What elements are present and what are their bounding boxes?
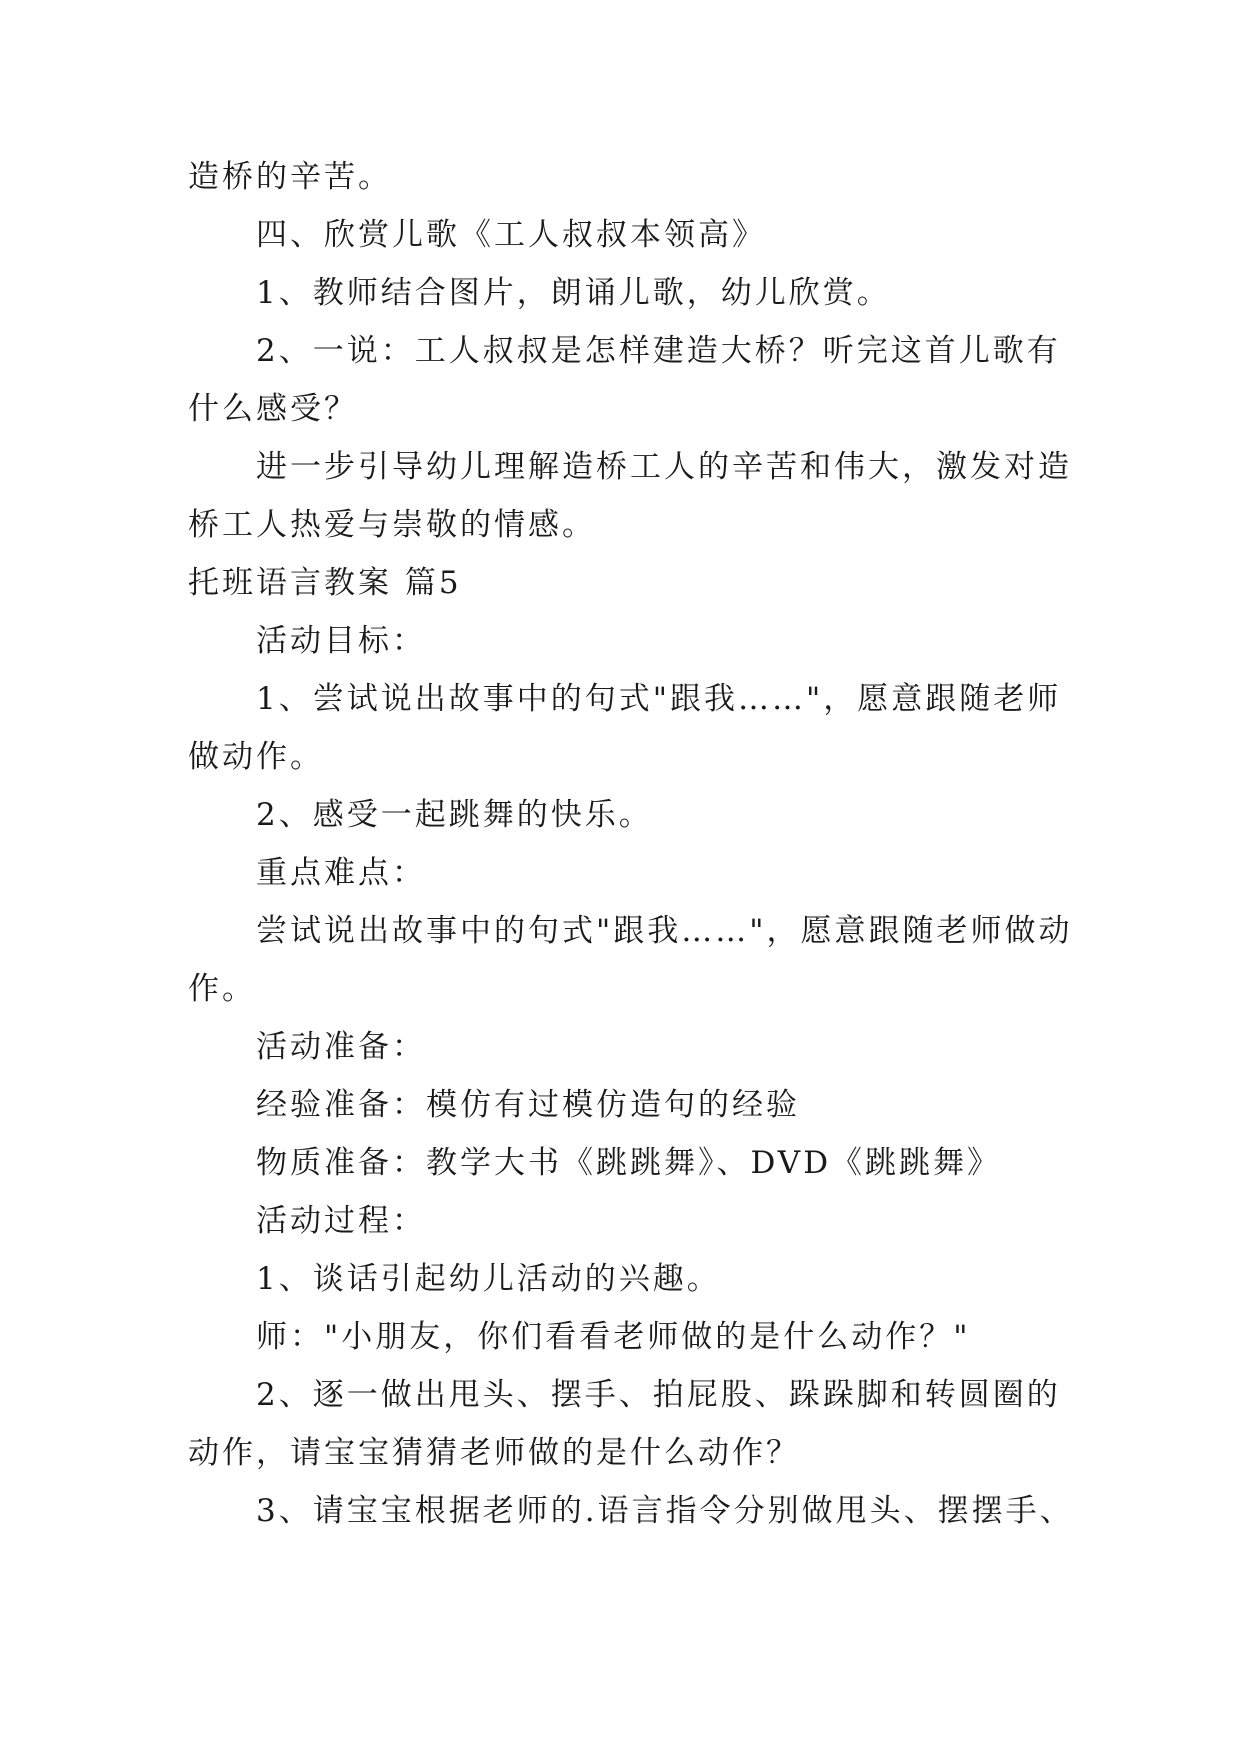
text-line: 1、谈话引起幼儿活动的兴趣。 — [256, 1261, 721, 1297]
text-line: 做动作。 — [188, 739, 324, 775]
text-line: 2、逐一做出甩头、摆手、拍屁股、跺跺脚和转圆圈的 — [256, 1377, 1061, 1413]
section-heading: 四、欣赏儿歌《工人叔叔本领高》 — [256, 217, 766, 253]
text-line: 经验准备：模仿有过模仿造句的经验 — [256, 1087, 800, 1123]
text-line: 1、尝试说出故事中的句式"跟我……"，愿意跟随老师 — [256, 681, 1062, 717]
text-line: 2、感受一起跳舞的快乐。 — [256, 797, 653, 833]
text-line: 桥工人热爱与崇敬的情感。 — [188, 507, 596, 543]
text-line: 作。 — [188, 971, 256, 1007]
subheading: 活动准备： — [256, 1029, 426, 1065]
subheading: 重点难点： — [256, 855, 426, 891]
text-line: 进一步引导幼儿理解造桥工人的辛苦和伟大，激发对造 — [256, 449, 1072, 485]
text-line: 物质准备：教学大书《跳跳舞》、DVD《跳跳舞》 — [256, 1145, 1002, 1181]
text-line: 什么感受？ — [188, 391, 358, 427]
text-line: 1、教师结合图片，朗诵儿歌，幼儿欣赏。 — [256, 275, 891, 311]
text-line: 师："小朋友，你们看看老师做的是什么动作？" — [256, 1319, 971, 1355]
text-line: 造桥的辛苦。 — [188, 159, 392, 195]
section-title: 托班语言教案 篇5 — [188, 565, 462, 601]
subheading: 活动过程： — [256, 1203, 426, 1239]
subheading: 活动目标： — [256, 623, 426, 659]
text-line: 3、请宝宝根据老师的.语言指令分别做甩头、摆摆手、 — [256, 1493, 1074, 1529]
text-line: 2、一说：工人叔叔是怎样建造大桥？听完这首儿歌有 — [256, 333, 1061, 369]
text-line: 动作，请宝宝猜猜老师做的是什么动作？ — [188, 1435, 800, 1471]
text-line: 尝试说出故事中的句式"跟我……"，愿意跟随老师做动 — [256, 913, 1073, 949]
